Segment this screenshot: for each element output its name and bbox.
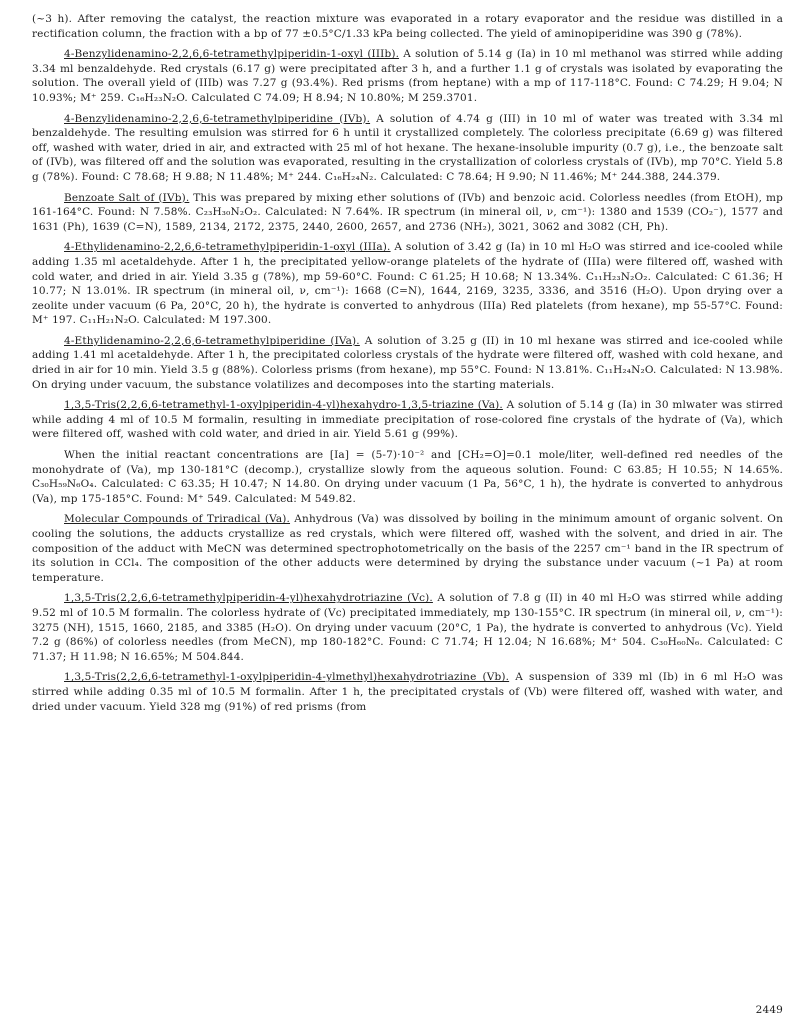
paragraph-title: Benzoate Salt of (IVb).	[64, 191, 190, 204]
paragraph-2	[32, 47, 783, 105]
paragraph-5	[32, 240, 783, 328]
paragraph-title: 4-Ethylidenamino-2,2,6,6-tetramethylpiperidin-1-oxyl (IIIa).	[64, 241, 391, 254]
paragraph-title: Molecular Compounds of Triradical (Va).	[64, 513, 291, 526]
paragraph-title: 4-Benzylidenamino-2,2,6,6-tetramethylpiperidine (IVb).	[64, 112, 371, 125]
paragraph-title: 1,3,5-Tris(2,2,6,6-tetramethylpiperidin-4-yl)hexahydrotriazine (Vc).	[64, 592, 433, 605]
paragraph-10	[32, 591, 783, 664]
paragraph-4	[32, 191, 783, 235]
page-number: 2449	[755, 1004, 783, 1017]
paragraph-title: 1,3,5-Tris(2,2,6,6-tetramethyl-1-oxylpiperidin-4-ylmethyl)hexahydrotriazine (Vb).	[64, 671, 510, 684]
paragraph-body: A suspension of 339 ml (Ib) in 6 ml H₂O was stirred while adding 0.35 ml of 10.5 M formalin. After 1 h, the precipitated crystals of (Vb) were filtered off, washed with water, and dried under vacuum. Yield 328 mg (91%) of red prisms (from	[32, 671, 783, 713]
paragraph-body: Anhydrous (Va) was dissolved by boiling in the minimum amount of organic solvent. On cooling the solutions, the adducts crystallize as red crystals, which were filtered off, washed with the solvent, and dried in air. The composition of the adduct with MeCN was determined spectrophotometrically on the basis of the 2257 cm⁻¹ band in the IR spectrum of its solution in CCl₄. The composition of the other adducts were determined by drying the substance under vacuum (~1 Pa) at room temperature.	[32, 513, 783, 584]
paragraph-title: 4-Ethylidenamino-2,2,6,6-tetramethylpiperidine (IVa).	[64, 334, 360, 347]
paragraph-body: (~3 h). After removing the catalyst, the reaction mixture was evaporated in a rotary evaporator and the residue was distilled in a rectification column, the fraction with a bp of 77 ±0.5°C/1.33 kPa being collected. The yield of aminopiperidine was 390 g (78%).	[32, 13, 783, 40]
paragraph-9	[32, 512, 783, 585]
paragraph-body: A solution of 5.14 g (Ia) in 30 mlwater was stirred while adding 4 ml of 10.5 M formalin, resulting in immediate precipitation of rose-colored fine crystals of the hydrate of (Va), which were filtered off, washed with cold water, and dried in air. Yield 5.61 g (99%).	[32, 399, 783, 441]
paragraph-11	[32, 670, 783, 714]
paragraph-6	[32, 334, 783, 392]
paragraph-3	[32, 112, 783, 185]
paragraph-8	[32, 448, 783, 506]
paragraph-7	[32, 398, 783, 442]
paragraph-body: When the initial reactant concentrations are [Ia] = (5-7)·10⁻² and [CH₂=O]=0.1 mole/liter, well-defined red needles of the monohydrate of (Va), mp 130-181°C (decomp.), crystallize slowly from the aqueous solution. Found: C 63.85; H 10.55; N 14.65%. C₃₀H₅₉N₆O₄. Calculated: C 63.35; H 10.47; N 14.80. On drying under vacuum (1 Pa, 56°C, 1 h), the hydrate is converted to anhydrous (Va), mp 175-185°C. Found: M⁺ 549. Calculated: M 549.82.	[32, 449, 783, 505]
paragraph-body: A solution of 3.42 g (Ia) in 10 ml H₂O was stirred and ice-cooled while adding 1.35 ml acetaldehyde. After 1 h, the precipitated yellow-orange platelets of the hydrate of (IIIa) were filtered off, washed with cold water, and dried in air. Yield 3.35 g (78%), mp 59-60°C. Found: C 61.25; H 10.68; N 13.34%. C₁₁H₂₃N₂O₂. Calculated: C 61.36; H 10.77; N 13.01%. IR spectrum (in mineral oil, ν, cm⁻¹): 1668 (C=N), 1644, 2169, 3235, 3336, and 3516 (H₂O). Upon drying over a zeolite under vacuum (6 Pa, 20°C, 20 h), the hydrate is converted to anhydrous (IIIa) Red platelets (from hexane), mp 55-57°C. Found: M⁺ 197. C₁₁H₂₁N₂O. Calculated: M 197.300.	[32, 241, 783, 327]
paragraph-title: 1,3,5-Tris(2,2,6,6-tetramethyl-1-oxylpiperidin-4-yl)hexahydro-1,3,5-triazine (Va).	[64, 399, 503, 412]
paragraph-body: A solution of 7.8 g (II) in 40 ml H₂O was stirred while adding 9.52 ml of 10.5 M formalin. The colorless hydrate of (Vc) precipitated immediately, mp 130-155°C. IR spectrum (in mineral oil, ν, cm⁻¹): 3275 (NH), 1515, 1660, 2185, and 3385 (H₂O). On drying under vacuum (20°C, 1 Pa), the hydrate is converted to anhydrous (Vc). Yield 7.2 g (86%) of colorless needles (from MeCN), mp 180-182°C. Found: C 71.74; H 12.04; N 16.68%; M⁺ 504. C₃₀H₆₀N₆. Calculated: C 71.37; H 11.98; N 16.65%; M 504.844.	[32, 592, 783, 663]
paragraph-body: A solution of 4.74 g (III) in 10 ml of water was treated with 3.34 ml benzaldehyde. The resulting emulsion was stirred for 6 h until it crystallized completely. The colorless precipitate (6.69 g) was filtered off, washed with water, dried in air, and extracted with 25 ml of hot hexane. The hexane-insoluble impurity (0.7 g), i.e., the benzoate salt of (IVb), was filtered off and the solution was evaporated, resulting in the crystallization of colorless crystals of (IVb), mp 70°C. Yield 5.8 g (78%). Found: C 78.68; H 9.88; N 11.48%; M⁺ 244. C₁₆H₂₄N₂. Calculated: C 78.64; H 9.90; N 11.46%; M⁺ 244.388, 244.379.	[32, 112, 783, 183]
paragraph-body: A solution of 3.25 g (II) in 10 ml hexane was stirred and ice-cooled while adding 1.41 ml acetaldehyde. After 1 h, the precipitated colorless crystals of the hydrate were filtered off, washed with cold hexane, and dried in air for 10 min. Yield 3.5 g (88%). Colorless prisms (from hexane), mp 55°C. Found: N 13.81%. C₁₁H₂₄N₂O. Calculated: N 13.98%. On drying under vacuum, the substance volatilizes and decomposes into the starting materials.	[32, 334, 783, 391]
paragraph-1	[32, 12, 783, 41]
paragraph-title: 4-Benzylidenamino-2,2,6,6-tetramethylpiperidin-1-oxyl (IIIb).	[64, 48, 400, 61]
paragraph-body: A solution of 5.14 g (Ia) in 10 ml methanol was stirred while adding 3.34 ml benzaldehyde. Red crystals (6.17 g) were precipitated after 3 h, and a further 1.1 g of crystals was isolated by evaporating the solution. The overall yield of (IIIb) was 7.27 g (93.4%). Red prisms (from heptane) with a mp of 117-118°C. Found: C 74.29; H 9.04; N 10.93%; M⁺ 259. C₁₆H₂₃N₂O. Calculated C 74.09; H 8.94; N 10.80%; M 259.3701.	[32, 48, 783, 104]
paragraph-body: This was prepared by mixing ether solutions of (IVb) and benzoic acid. Colorless needles (from EtOH), mp 161-164°C. Found: N 7.58%. C₂₃H₃₀N₂O₂. Calculated: N 7.64%. IR spectrum (in mineral oil, ν, cm⁻¹): 1380 and 1539 (CO₂⁻), 1577 and 1631 (Ph), 1639 (C=N), 1589, 2134, 2172, 2375, 2440, 2600, 2657, and 2736 (NH₂), 3021, 3062 and 3082 (CH, Ph).	[32, 191, 783, 233]
